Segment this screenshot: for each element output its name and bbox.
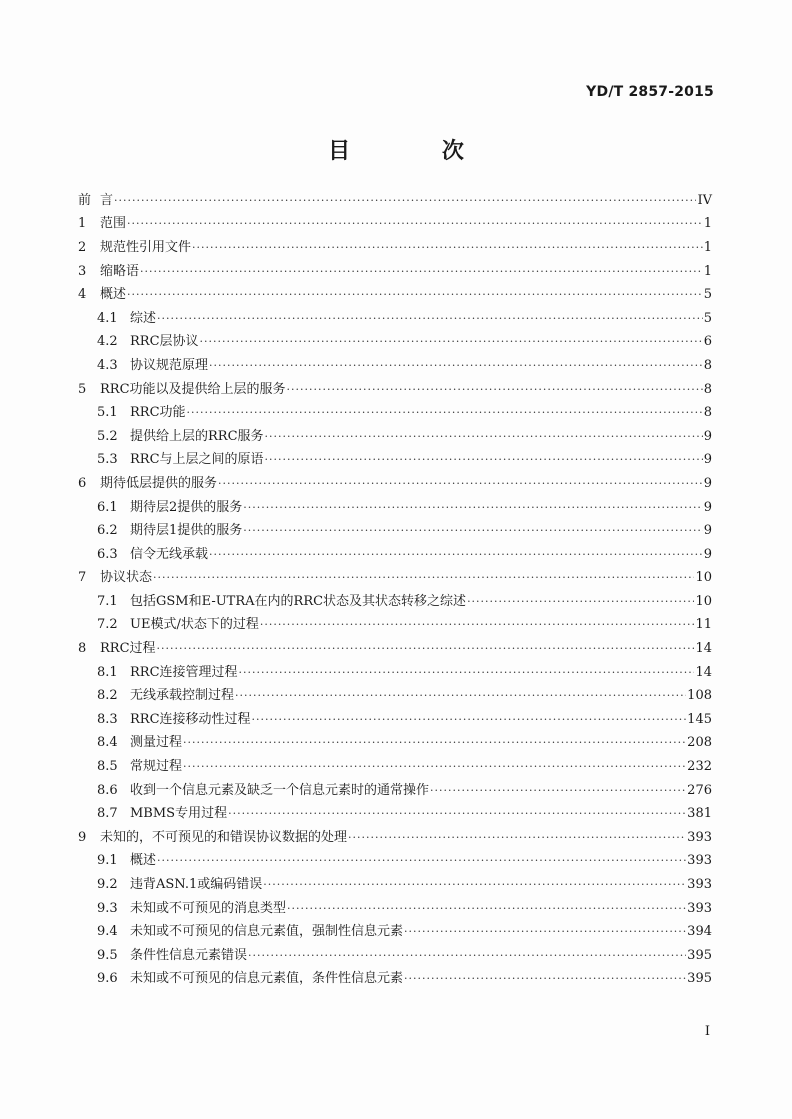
toc-entry-label: 未知或不可预见的信息元素值，条件性信息元素 — [130, 971, 404, 987]
toc-entry[interactable] — [78, 708, 712, 732]
toc-entry-number: 6.1 — [97, 499, 118, 515]
toc-entry[interactable] — [78, 519, 712, 543]
toc-entry-page: 208 — [687, 735, 712, 751]
toc-entry-page: 11 — [695, 617, 712, 633]
toc-entry-number: 3 — [78, 263, 87, 279]
toc-entry-page: 9 — [703, 546, 712, 562]
toc-entry[interactable] — [78, 944, 712, 968]
toc-entry-page: 9 — [703, 452, 712, 468]
toc-entry-page: 9 — [703, 499, 712, 515]
toc-entry-label: RRC过程 — [100, 641, 156, 657]
toc-entry-number: 7.2 — [97, 617, 118, 633]
toc-entry-label: RRC功能以及提供给上层的服务 — [100, 381, 286, 397]
toc-dot-leader — [127, 216, 703, 232]
toc-entry-page: 108 — [687, 688, 712, 704]
toc-entry-label: 期待低层提供的服务 — [100, 475, 218, 491]
toc-entry[interactable] — [78, 496, 712, 520]
toc-entry-number: 8.7 — [97, 806, 118, 822]
toc-dot-leader — [140, 264, 703, 280]
toc-entry[interactable] — [78, 283, 712, 307]
toc-entry-label: 期待层2提供的服务 — [130, 499, 243, 515]
toc-entry-label: 规范性引用文件 — [100, 239, 192, 255]
toc-entry-number: 4 — [78, 287, 87, 303]
toc-entry-number: 5.1 — [97, 405, 118, 421]
toc-entry-label: 期待层1提供的服务 — [130, 523, 243, 539]
toc-dot-leader — [248, 948, 686, 964]
toc-dot-leader — [153, 570, 694, 586]
toc-entry-label: 范围 — [100, 216, 127, 232]
toc-entry-label: 未知或不可预见的消息类型 — [130, 900, 287, 916]
toc-dot-leader — [287, 901, 686, 917]
toc-entry[interactable] — [78, 472, 712, 496]
toc-entry-number: 2 — [78, 239, 87, 255]
toc-entry-page: 5 — [703, 310, 712, 326]
toc-dot-leader — [348, 830, 686, 846]
toc-entry[interactable] — [78, 802, 712, 826]
toc-entry-label: 概述 — [100, 287, 127, 303]
toc-entry-label: 概述 — [130, 853, 157, 869]
toc-entry-page: 276 — [687, 782, 712, 798]
toc-entry-number: 前 — [78, 192, 92, 208]
toc-dot-leader — [127, 287, 703, 303]
toc-entry-label: 违背ASN.1或编码错误 — [130, 877, 263, 893]
toc-entry-number: 6.2 — [97, 523, 118, 539]
toc-entry[interactable] — [78, 590, 712, 614]
toc-dot-leader — [260, 617, 695, 633]
toc-entry[interactable] — [78, 213, 712, 237]
toc-entry-label: RRC连接移动性过程 — [130, 711, 251, 727]
toc-dot-leader — [209, 547, 703, 563]
toc-entry-page: 9 — [703, 523, 712, 539]
toc-entry[interactable] — [78, 755, 712, 779]
toc-entry-number: 5.2 — [97, 428, 118, 444]
toc-entry-number: 8.3 — [97, 711, 118, 727]
toc-entry-number: 8.6 — [97, 782, 118, 798]
toc-entry-page: 393 — [687, 853, 712, 869]
toc-entry[interactable] — [78, 543, 712, 567]
toc-entry[interactable] — [78, 850, 712, 874]
toc-entry-page: 9 — [703, 428, 712, 444]
toc-entry[interactable] — [78, 614, 712, 638]
toc-entry-number: 9.2 — [97, 877, 118, 893]
toc-entry[interactable] — [78, 449, 712, 473]
toc-dot-leader — [157, 853, 686, 869]
document-number: YD/T 2857-2015 — [586, 84, 714, 100]
toc-entry[interactable] — [78, 920, 712, 944]
toc-entry-number: 9 — [78, 829, 87, 845]
toc-entry-page: 394 — [687, 924, 712, 940]
toc-entry-label: 无线承载控制过程 — [130, 688, 235, 704]
toc-entry-number: 5 — [78, 381, 87, 397]
toc-dot-leader — [252, 712, 687, 728]
toc-entry-page: IV — [697, 192, 712, 208]
toc-entry-number: 8.4 — [97, 735, 118, 751]
toc-dot-leader — [265, 452, 703, 468]
toc-entry-page: 381 — [687, 806, 712, 822]
toc-entry-page: 393 — [687, 877, 712, 893]
toc-entry-number: 9.3 — [97, 900, 118, 916]
toc-entry-page: 1 — [703, 263, 712, 279]
toc-dot-leader — [157, 311, 703, 327]
toc-entry-label: 缩略语 — [100, 263, 140, 279]
toc-dot-leader — [263, 877, 686, 893]
toc-entry-page: 6 — [703, 334, 712, 350]
toc-entry-page: 1 — [703, 216, 712, 232]
toc-entry-number: 9.4 — [97, 924, 118, 940]
toc-entry-label: RRC连接管理过程 — [130, 664, 238, 680]
toc-entry[interactable] — [78, 354, 712, 378]
toc-dot-leader — [467, 594, 694, 610]
toc-entry[interactable] — [78, 189, 712, 213]
toc-entry-number: 1 — [78, 216, 87, 232]
toc-entry-page: 10 — [695, 570, 712, 586]
toc-dot-leader — [243, 500, 702, 516]
toc-entry[interactable] — [78, 307, 712, 331]
toc-entry-number: 7 — [78, 570, 87, 586]
toc-dot-leader — [239, 665, 695, 681]
toc-entry-number: 9.1 — [97, 853, 118, 869]
toc-entry-page: 9 — [703, 475, 712, 491]
toc-dot-leader — [200, 334, 703, 350]
toc-entry-page: 145 — [687, 711, 712, 727]
toc-entry-number: 4.1 — [97, 310, 118, 326]
toc-entry-label: UE模式/状态下的过程 — [130, 617, 259, 633]
toc-entry[interactable] — [78, 637, 712, 661]
toc-entry-page: 8 — [703, 405, 712, 421]
toc-dot-leader — [183, 759, 686, 775]
toc-entry-number: 8.1 — [97, 664, 118, 680]
toc-entry[interactable] — [78, 897, 712, 921]
toc-entry-page: 393 — [687, 900, 712, 916]
toc-entry-label: 常规过程 — [130, 759, 183, 775]
toc-entry-page: 14 — [695, 664, 712, 680]
table-of-contents — [78, 189, 712, 991]
toc-entry[interactable] — [78, 425, 712, 449]
toc-entry-page: 5 — [703, 287, 712, 303]
toc-dot-leader — [243, 523, 702, 539]
toc-entry[interactable] — [78, 873, 712, 897]
toc-dot-leader — [265, 429, 703, 445]
toc-entry-page: 395 — [687, 947, 712, 963]
toc-entry-number: 4.3 — [97, 357, 118, 373]
toc-dot-leader — [192, 240, 703, 256]
toc-dot-leader — [187, 405, 703, 421]
toc-entry-label: 言 — [100, 192, 114, 208]
toc-dot-leader — [218, 476, 703, 492]
toc-entry-number: 4.2 — [97, 334, 118, 350]
toc-entry[interactable] — [78, 260, 712, 284]
toc-entry-page: 1 — [703, 239, 712, 255]
toc-entry-label: 未知或不可预见的信息元素值，强制性信息元素 — [130, 924, 404, 940]
toc-entry-number: 8 — [78, 641, 87, 657]
toc-entry-label: 收到一个信息元素及缺乏一个信息元素时的通常操作 — [130, 782, 430, 798]
toc-entry[interactable] — [78, 401, 712, 425]
toc-entry-label: 协议规范原理 — [130, 357, 209, 373]
toc-dot-leader — [404, 971, 686, 987]
toc-dot-leader — [235, 688, 686, 704]
toc-dot-leader — [114, 193, 696, 209]
toc-entry-page: 395 — [687, 971, 712, 987]
toc-entry[interactable] — [78, 378, 712, 402]
toc-entry-label: 测量过程 — [130, 735, 183, 751]
toc-dot-leader — [287, 382, 703, 398]
toc-entry[interactable] — [78, 236, 712, 260]
toc-entry[interactable] — [78, 331, 712, 355]
toc-dot-leader — [209, 358, 703, 374]
toc-entry-number: 8.2 — [97, 688, 118, 704]
toc-entry[interactable] — [78, 732, 712, 756]
toc-entry-page: 8 — [703, 381, 712, 397]
toc-entry-number: 9.6 — [97, 971, 118, 987]
page-title: 目 次 — [328, 139, 506, 164]
toc-dot-leader — [404, 924, 686, 940]
toc-entry[interactable] — [78, 684, 712, 708]
toc-entry-label: 综述 — [130, 310, 157, 326]
toc-entry-number: 8.5 — [97, 759, 118, 775]
toc-entry-page: 10 — [695, 593, 712, 609]
toc-entry[interactable] — [78, 661, 712, 685]
toc-entry-number: 5.3 — [97, 452, 118, 468]
toc-entry-number: 6.3 — [97, 546, 118, 562]
toc-dot-leader — [430, 783, 686, 799]
toc-entry[interactable] — [78, 826, 712, 850]
toc-entry[interactable] — [78, 779, 712, 803]
page-folio: I — [704, 1024, 710, 1039]
toc-entry-label: 未知的，不可预见的和错误协议数据的处理 — [100, 829, 348, 845]
toc-entry-number: 6 — [78, 475, 87, 491]
toc-entry-page: 14 — [695, 641, 712, 657]
toc-entry[interactable] — [78, 968, 712, 992]
toc-entry-label: 提供给上层的RRC服务 — [130, 428, 264, 444]
toc-dot-leader — [228, 806, 686, 822]
toc-entry-label: 信令无线承载 — [130, 546, 209, 562]
toc-entry-label: MBMS专用过程 — [130, 806, 228, 822]
toc-entry-label: RRC功能 — [130, 405, 186, 421]
toc-entry[interactable] — [78, 567, 712, 591]
toc-entry-label: 条件性信息元素错误 — [130, 947, 248, 963]
toc-dot-leader — [183, 735, 686, 751]
toc-dot-leader — [157, 641, 695, 657]
toc-entry-number: 7.1 — [97, 593, 118, 609]
toc-entry-number: 9.5 — [97, 947, 118, 963]
toc-entry-label: RRC与上层之间的原语 — [130, 452, 264, 468]
toc-entry-label: 协议状态 — [100, 570, 153, 586]
toc-entry-page: 393 — [687, 829, 712, 845]
toc-entry-page: 8 — [703, 357, 712, 373]
toc-entry-page: 232 — [687, 759, 712, 775]
toc-entry-label: 包括GSM和E-UTRA在内的RRC状态及其状态转移之综述 — [130, 593, 467, 609]
toc-entry-label: RRC层协议 — [130, 334, 199, 350]
